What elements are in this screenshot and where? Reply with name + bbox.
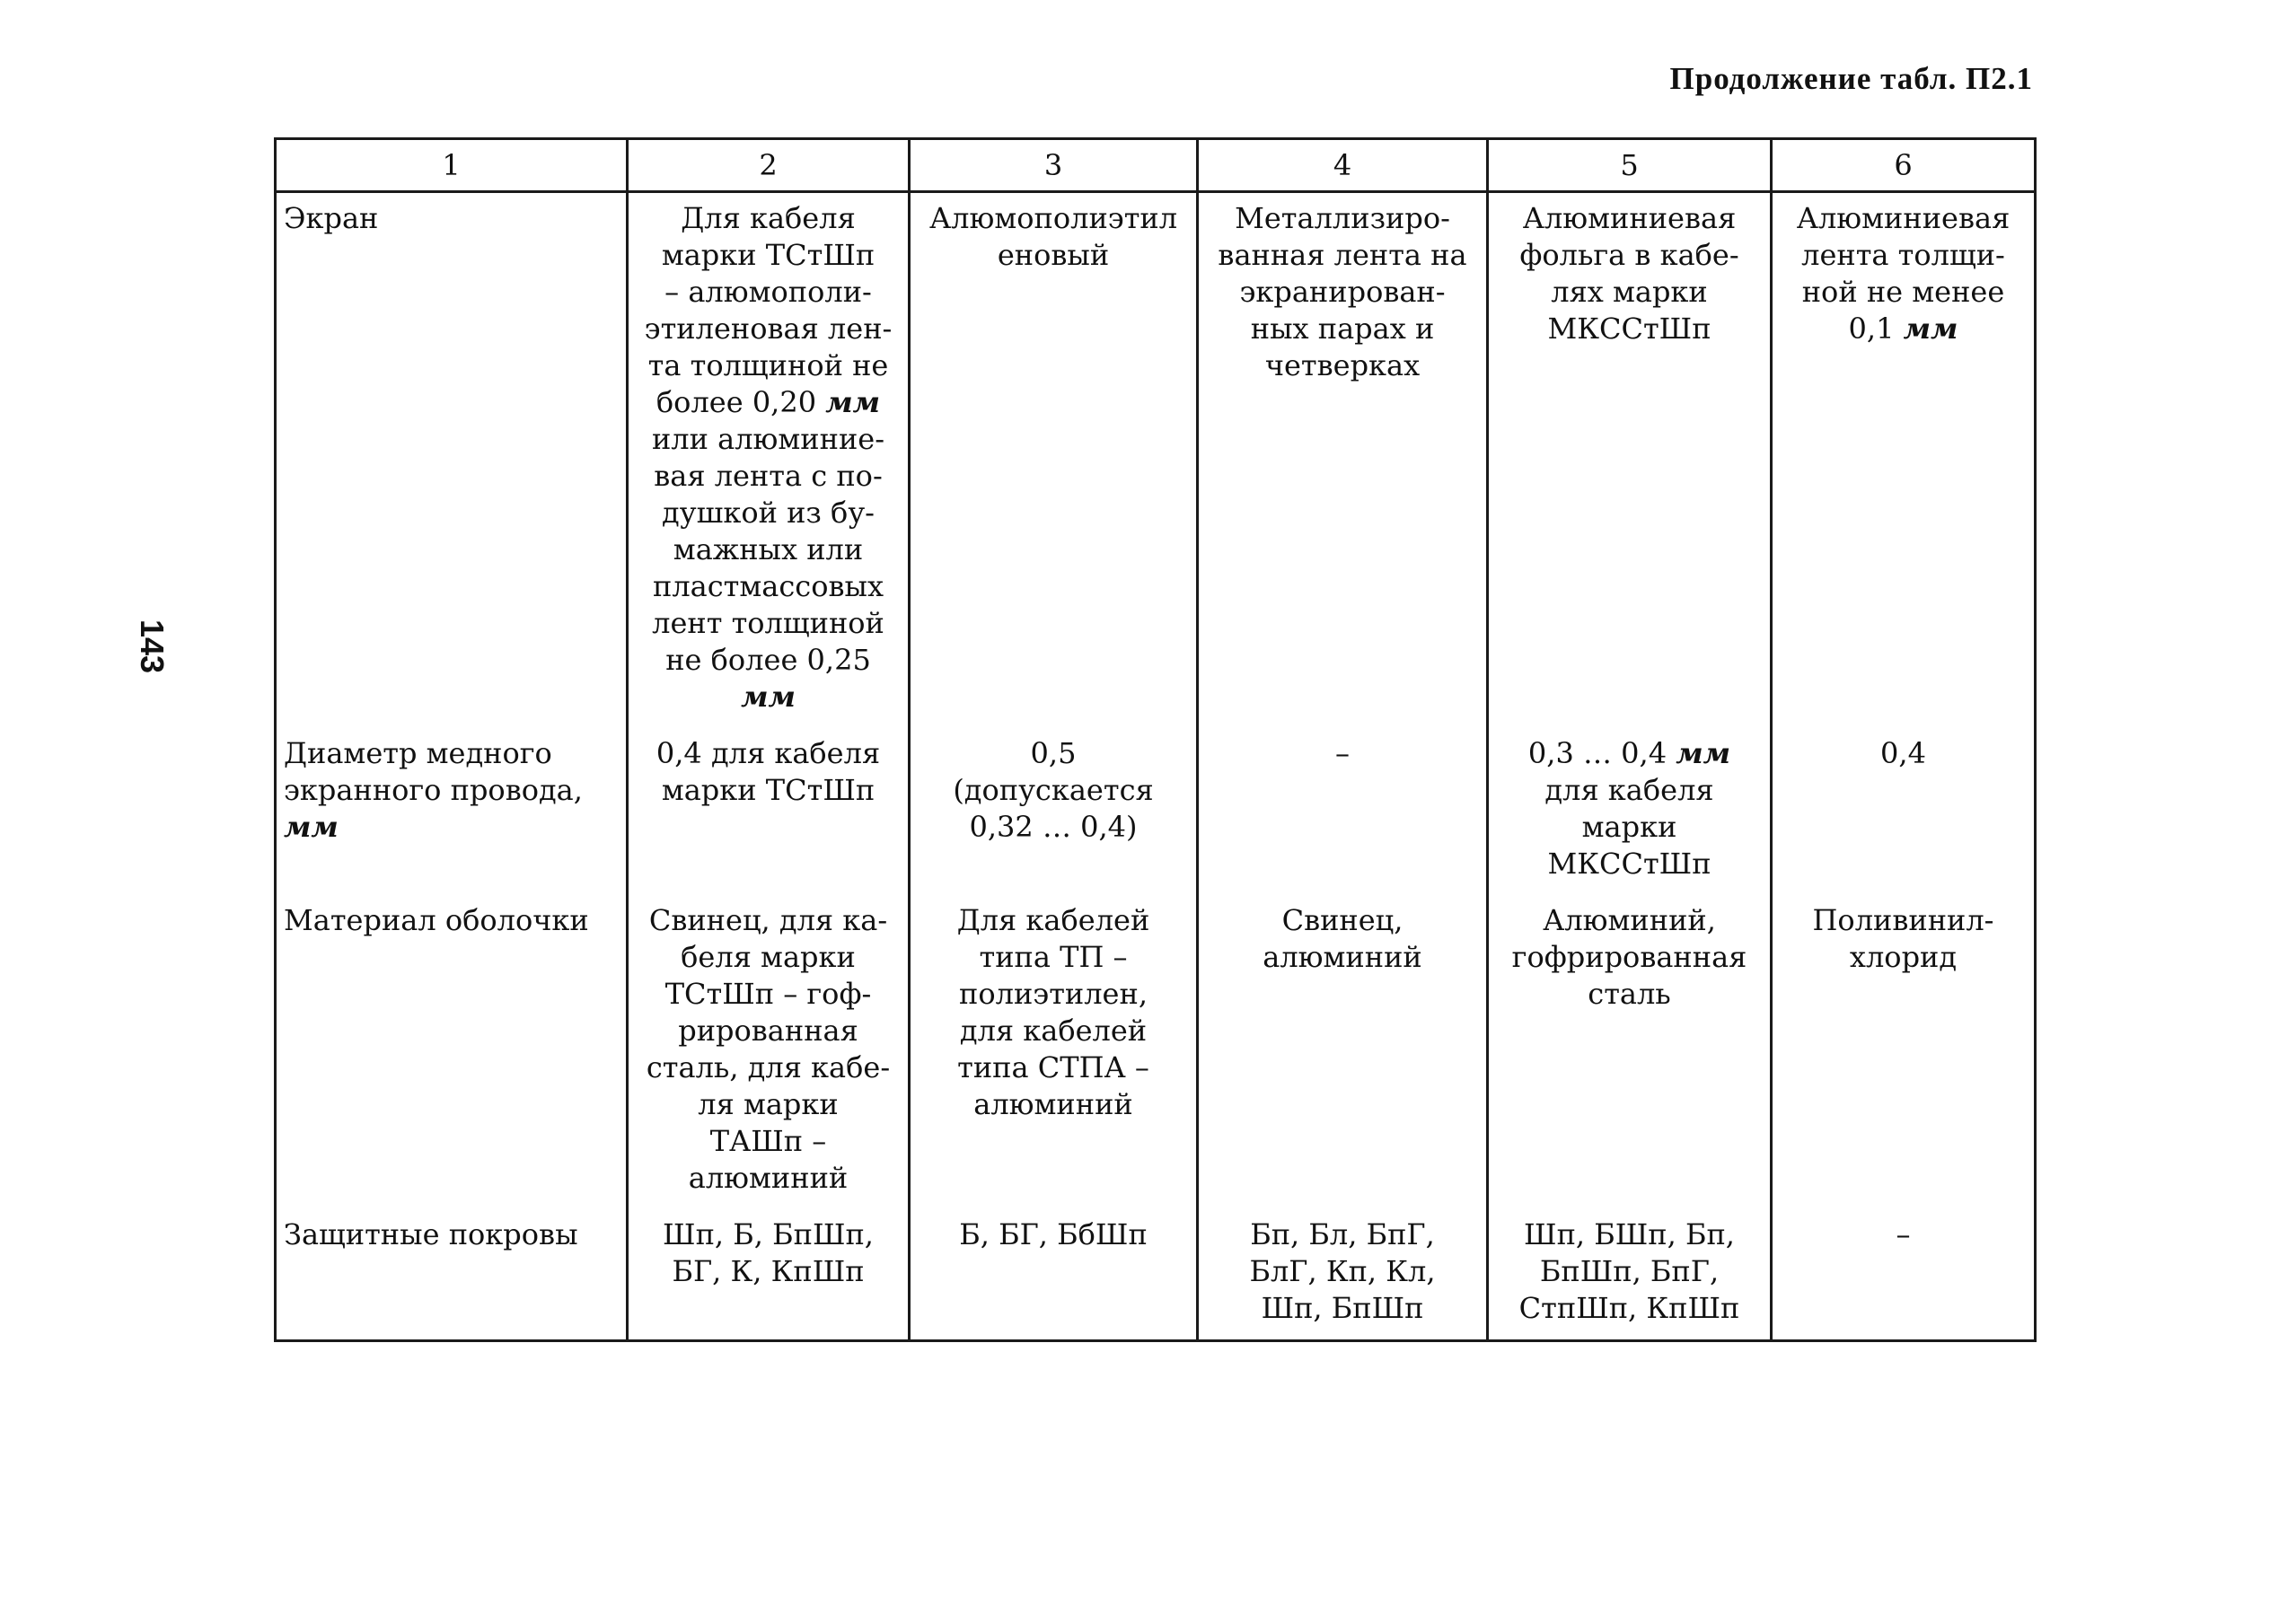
table-cell: 0,5 (допускается 0,32 … 0,4): [910, 728, 1198, 895]
table-cell: Для кабелей типа ТП – полиэтилен, для кабелей типа СТПА – алюминий: [910, 895, 1198, 1209]
column-header-3: 3: [910, 139, 1198, 192]
table-row-sheath-material: [276, 895, 2036, 1209]
header-row: [276, 139, 2036, 192]
table-cell: Металлизиро- ванная лента на экранирован- ных парах и четверках: [1198, 192, 1488, 729]
table-cell: Для кабеля марки ТСтШп – алюмополи- этиленовая лен- та толщиной не более 0,20 мм или алюминие- вая лента с по- душкой из бу- мажных или пластмассовых лент толщиной не более 0,25 мм: [628, 192, 910, 729]
table-cell: Алюминиевая лента толщи- ной не менее 0,1 мм: [1772, 192, 2036, 729]
row-label: Диаметр медного экранного провода, мм: [276, 728, 628, 895]
table-cell: Поливинил- хлорид: [1772, 895, 2036, 1209]
table-cell: Шп, Б, БпШп, БГ, К, КпШп: [628, 1209, 910, 1341]
table-cell: Бп, Бл, БпГ, БлГ, Кп, Кл, Шп, БпШп: [1198, 1209, 1488, 1341]
column-header-2: 2: [628, 139, 910, 192]
table-cell: 0,4: [1772, 728, 2036, 895]
table-cell: –: [1198, 728, 1488, 895]
row-label: Материал оболочки: [276, 895, 628, 1209]
column-header-1: 1: [276, 139, 628, 192]
table-cell: Свинец, алюминий: [1198, 895, 1488, 1209]
table-cell: Б, БГ, БбШп: [910, 1209, 1198, 1341]
table-cell: –: [1772, 1209, 2036, 1341]
table-row-wire-diameter: [276, 728, 2036, 895]
table-cell: Алюминиевая фольга в кабе- лях марки МКССтШп: [1488, 192, 1772, 729]
column-header-5: 5: [1488, 139, 1772, 192]
table-row-screen: [276, 192, 2036, 729]
table-cell: Алюминий, гофрированная сталь: [1488, 895, 1772, 1209]
spec-table: [274, 137, 2037, 1342]
table-cell: 0,3 … 0,4 мм для кабеля марки МКССтШп: [1488, 728, 1772, 895]
column-header-6: 6: [1772, 139, 2036, 192]
row-label: Защитные покровы: [276, 1209, 628, 1341]
table-caption: Продолжение табл. П2.1: [1669, 61, 2033, 96]
page-number: 143: [134, 619, 171, 674]
table-row-protective-covers: [276, 1209, 2036, 1341]
table-cell: Алюмополиэтил еновый: [910, 192, 1198, 729]
table-cell: Шп, БШп, Бп, БпШп, БпГ, СтпШп, КпШп: [1488, 1209, 1772, 1341]
table-cell: 0,4 для кабеля марки ТСтШп: [628, 728, 910, 895]
row-label: Экран: [276, 192, 628, 729]
table-cell: Свинец, для ка- беля марки ТСтШп – гоф- рированная сталь, для кабе- ля марки ТАШп – алюминий: [628, 895, 910, 1209]
column-header-4: 4: [1198, 139, 1488, 192]
